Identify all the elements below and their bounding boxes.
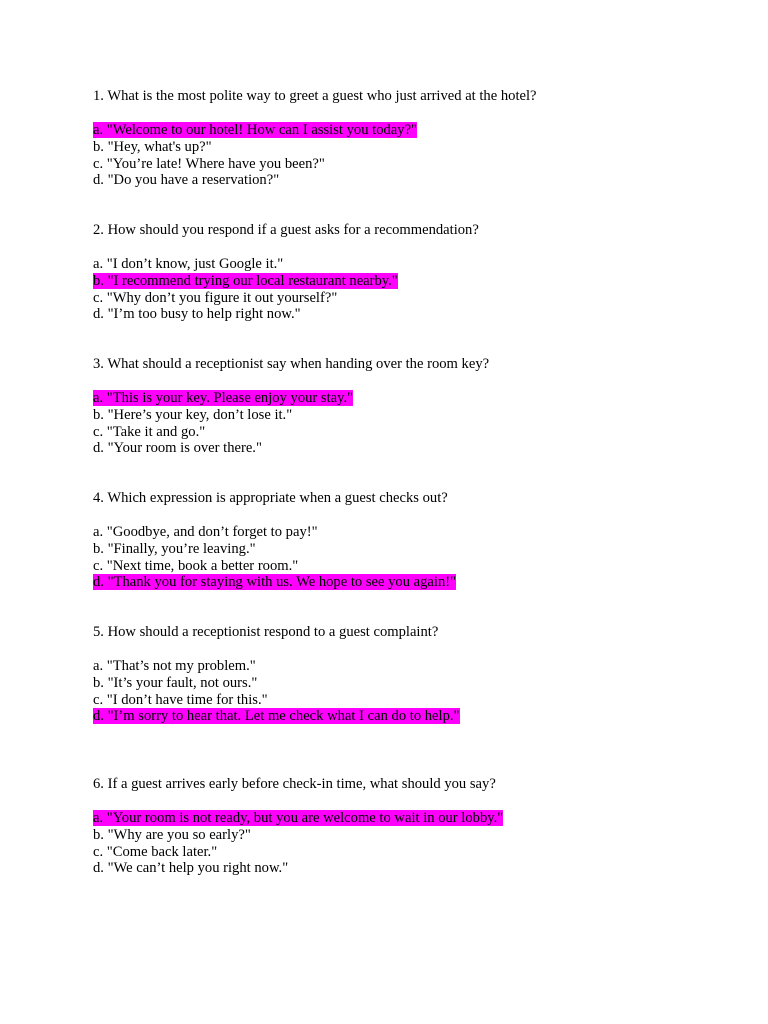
option-c: c. "You’re late! Where have you been?" bbox=[93, 155, 325, 172]
option-d: d. "I’m too busy to help right now." bbox=[93, 306, 301, 323]
option-b: b. "Hey, what's up?" bbox=[93, 138, 212, 155]
question-1 bbox=[93, 88, 733, 189]
option-b-highlighted: b. "I recommend trying our local restaurant nearby." bbox=[93, 272, 398, 289]
option-c: c. "Next time, book a better room." bbox=[93, 557, 299, 574]
question-text: 2. How should you respond if a guest asks for a recommendation? bbox=[93, 222, 479, 238]
option-c: c. "Take it and go." bbox=[93, 423, 206, 440]
option-b: b. "It’s your fault, not ours." bbox=[93, 674, 258, 691]
option-a-highlighted: a. "Your room is not ready, but you are welcome to wait in our lobby." bbox=[93, 810, 504, 826]
question-text: 6. If a guest arrives early before check-in time, what should you say? bbox=[93, 776, 496, 792]
question-text: 4. Which expression is appropriate when a guest checks out? bbox=[93, 490, 448, 506]
option-b: b. "Why are you so early?" bbox=[93, 826, 251, 843]
option-d-highlighted: d. "Thank you for staying with us. We hope to see you again!" bbox=[93, 574, 457, 591]
option-d: d. "We can’t help you right now." bbox=[93, 860, 289, 877]
option-a-highlighted: a. "Welcome to our hotel! How can I assist you today?" bbox=[93, 122, 418, 138]
question-text: 3. What should a receptionist say when handing over the room key? bbox=[93, 356, 490, 372]
question-6 bbox=[93, 776, 733, 877]
option-b: b. "Here’s your key, don’t lose it." bbox=[93, 406, 293, 423]
option-c: c. "Why don’t you figure it out yourself?" bbox=[93, 289, 338, 306]
question-text: 1. What is the most polite way to greet a guest who just arrived at the hotel? bbox=[93, 88, 537, 104]
option-a: a. "Goodbye, and don’t forget to pay!" bbox=[93, 524, 318, 540]
question-5 bbox=[93, 624, 733, 725]
option-c: c. "Come back later." bbox=[93, 843, 218, 860]
question-3 bbox=[93, 356, 733, 457]
option-a-highlighted: a. "This is your key. Please enjoy your stay." bbox=[93, 390, 354, 406]
answer-options bbox=[93, 122, 733, 189]
option-d: d. "Do you have a reservation?" bbox=[93, 172, 280, 189]
question-4 bbox=[93, 490, 733, 591]
answer-options bbox=[93, 524, 733, 591]
option-d-highlighted: d. "I’m sorry to hear that. Let me check what I can do to help." bbox=[93, 708, 460, 725]
answer-options bbox=[93, 658, 733, 725]
answer-options bbox=[93, 810, 733, 877]
option-c: c. "I don’t have time for this." bbox=[93, 691, 268, 708]
answer-options bbox=[93, 256, 733, 323]
option-a: a. "I don’t know, just Google it." bbox=[93, 256, 284, 272]
question-text: 5. How should a receptionist respond to a guest complaint? bbox=[93, 624, 439, 640]
option-a: a. "That’s not my problem." bbox=[93, 658, 256, 674]
question-2 bbox=[93, 222, 733, 323]
option-b: b. "Finally, you’re leaving." bbox=[93, 540, 256, 557]
answer-options bbox=[93, 390, 733, 457]
option-d: d. "Your room is over there." bbox=[93, 440, 262, 457]
